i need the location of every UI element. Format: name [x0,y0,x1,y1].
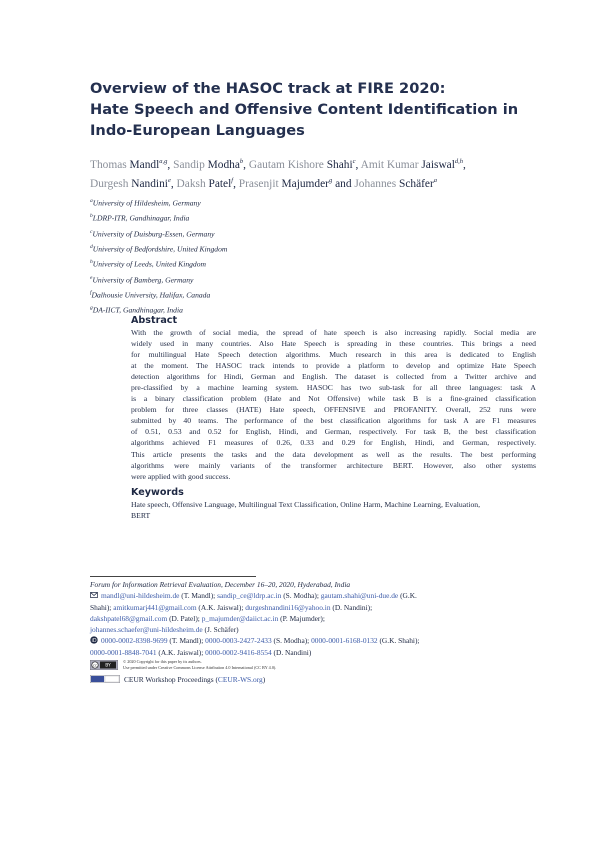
ceur-line [90,674,550,685]
author-affiliation-mark: a [433,177,438,185]
affiliation-item [90,272,390,287]
orcid-line-1 [90,635,550,646]
ceur-close: ) [262,675,266,685]
footnote-link[interactable]: johannes.schaefer@uni-hildesheim.de [90,625,203,635]
author-surname: Mandl [129,158,160,171]
author-affiliation-mark: f [231,177,234,185]
author-given-name: Durgesh [90,178,132,191]
affiliation-text: University of Hildesheim, Germany [92,198,201,208]
abstract-line: With the growth of social media, the spread of hate speech is also increasing rapidly. Social media are [131,328,536,337]
keywords-line: Hate speech, Offensive Language, Multilingual Text Classification, Online Harm, Machine Learning, Evaluation, [131,500,481,509]
footnote-text: (S. Modha); [271,636,312,646]
footnote-text: (D. Patel); [167,613,202,623]
abstract-line: problem for three classes (HATE) Hate speech, OFFENSIVE and PROFANITY. Overall, 252 runs were [131,405,536,415]
footnote-text: (S. Modha); [281,591,321,601]
author-list [90,154,530,193]
footnote-text: (T. Mandl); [167,636,206,646]
author-given-name: Daksh [176,178,209,191]
abstract-line: This article presents the tasks and the data development as well as the results. The best performing [131,449,536,459]
author-separator: and [332,178,355,191]
affiliation-item [90,210,390,225]
abstract-line: at the moment. The HASOC track intends to provide a platform to develop and optimize Hate Speech [131,361,536,371]
affiliation-list [90,195,390,318]
abstract-line: submitted by 40 teams. The performance of the best classification algorithms for task A are F1 measures [131,416,536,426]
venue-line: Forum for Information Retrieval Evaluation, December 16–20, 2020, Hyderabad, India [90,580,351,589]
footnote-link[interactable]: 0000-0002-9416-8554 [205,647,272,657]
ceur-text: CEUR Workshop Proceedings ( [124,675,218,685]
author-given-name: Thomas [90,158,130,171]
affiliation-item [90,226,390,241]
email-icon [90,591,98,599]
orcid-line-1-text [101,636,420,645]
affiliation-mark: g [90,305,93,312]
affiliation-item [90,287,390,302]
title-line-3: Indo-European Languages [90,122,305,139]
author-separator: , [463,158,466,171]
footnote-link[interactable]: gautam.shahi@uni-due.de [320,591,399,601]
author-surname: Modha [207,158,240,171]
author-separator: , [243,158,249,171]
svg-text:iD: iD [91,639,97,645]
abstract-line: pre-classified by a machine learning system. HASOC has two sub-task for all three languages: task A [131,383,536,393]
footnote-link[interactable]: mandl@uni-hildesheim.de [101,591,180,601]
abstract-section [131,315,536,482]
abstract-heading: Abstract [131,315,178,326]
author-affiliation-mark: c [352,158,356,165]
author-name [90,159,167,171]
author-given-name: Amit Kumar [360,158,422,171]
abstract-body [131,327,536,482]
author-name [249,159,356,171]
author-name [173,159,243,171]
footnote-link[interactable]: dakshpatel68@gmail.com [90,613,168,623]
author-given-name: Johannes [354,178,399,191]
affiliation-text: Dalhousie University, Halifax, Canada [91,290,211,300]
affiliation-mark: a [90,198,93,204]
svg-text:BY: BY [105,663,111,669]
affiliation-mark: h [90,259,93,266]
affiliation-text: DA-IICT, Gandhinagar, India [92,305,183,315]
author-given-name: Sandip [173,158,208,171]
abstract-line: is a binary classification problem (Hate and Not Offensive) while task B is a fine-grained classification [131,394,536,404]
affiliation-mark: c [90,228,93,235]
email-line-2 [90,602,550,613]
footnote-text: (T. Mandl); [179,591,218,601]
footnote-link[interactable]: 0000-0002-8398-9699 [101,636,168,646]
keywords-line: BERT [131,511,151,520]
affiliation-item [90,195,390,210]
footnote-block [90,579,550,685]
copyright-text: © 2020 Copyright for this paper by its authors. [123,659,202,665]
title-line-1: Overview of the HASOC track at FIRE 2020: [90,80,446,97]
paper-title [90,78,530,141]
affiliation-text: University of Bedfordshire, United Kingdom [92,244,228,254]
footnote-link[interactable]: sandip_ce@ldrp.ac.in [217,591,282,601]
abstract-line: for multilingual Hate Speech detection algorithms. Much research in this area is dedicated to English [131,350,536,360]
author-surname: Patel [208,178,232,191]
author-separator: , [355,158,361,171]
abstract-line: of 0.51, 0.53 and 0.52 for English, Hindi, and German, respectively. For task B, the best classification [131,427,536,437]
footnote-text: (D. Nandini); [330,602,373,612]
author-surname: Nandini [131,178,168,191]
affiliation-mark: e [90,274,93,281]
cc-by-license-icon [90,660,118,670]
affiliation-item [90,241,390,256]
footnote-rule [90,576,256,577]
affiliation-text: LDRP-ITR, Gandhinagar, India [92,213,190,223]
email-line-1 [90,590,550,601]
license-block [90,658,550,674]
author-surname: Jaiswal [421,158,455,171]
footnote-link[interactable]: 0000-0001-6168-0132 [311,636,378,646]
author-name [90,178,171,190]
keywords-section [131,487,551,521]
title-line-2: Hate Speech and Offensive Content Identification in [90,101,519,118]
footnote-link[interactable]: 0000-0001-8848-7041 [90,647,157,657]
email-line-3 [90,613,550,624]
author-separator: , [167,158,174,171]
author-line-1 [90,154,530,173]
author-affiliation-mark: d,h [454,158,464,165]
affiliation-text: University of Bamberg, Germany [92,275,194,285]
author-separator: , [233,178,239,191]
author-name [239,178,332,190]
footnote-text: Shahi); [90,602,114,612]
author-surname: Majumder [281,178,329,191]
footnote-link[interactable]: amitkumarj441@gmail.com [113,602,197,612]
ceur-link[interactable]: CEUR-WS.org [217,675,263,685]
keywords-body [131,499,551,521]
author-line-2 [90,173,530,192]
author-separator: , [170,178,177,191]
author-name [361,159,463,171]
affiliation-mark: d [90,243,93,250]
author-given-name: Gautam Kishore [248,158,327,171]
email-line-4 [90,624,550,635]
affiliation-item [90,256,390,271]
license-text: Use permitted under Creative Commons License Attribution 4.0 International (CC BY 4.0). [123,665,277,671]
affiliation-mark: b [90,213,93,220]
ceur-logo-icon [90,675,120,683]
footnote-text: (A.K. Jaiswal); [196,602,246,612]
affiliation-text: University of Duisburg-Essen, Germany [92,229,215,239]
abstract-line: were applied with good success. [131,471,231,481]
keywords-heading: Keywords [131,487,184,498]
abstract-line: algorithms achieved F1 measures of 0.26, 0.33 and 0.29 for English, Hindi, and German, respectively. [131,438,536,448]
svg-text:cc: cc [93,663,97,668]
author-name [177,178,234,190]
footnote-text: (G.K. Shahi); [377,636,420,646]
author-given-name: Prasenjit [238,178,282,191]
author-surname: Schäfer [398,178,434,191]
footnote-text: (P. Majumder); [278,613,325,623]
abstract-line: widely used in many countries. Also Hate Speech is spreading in these countries. This brings a need [131,339,536,349]
footnote-link[interactable]: durgeshnandini16@yahoo.in [245,602,331,612]
author-affiliation-mark: a,g [159,158,168,165]
footnote-text: (D. Nandini) [271,647,312,657]
abstract-line: algorithms were mainly variants of the transformer architecture BERT. However, also other systems [131,460,536,470]
footnote-link[interactable]: 0000-0003-2427-2433 [205,636,272,646]
footnote-text: (A.K. Jaiswal); [156,647,206,657]
footnote-link[interactable]: p_majumder@daiict.ac.in [201,613,279,623]
email-line-1-text [101,591,417,600]
affiliation-text: University of Leeds, United Kingdom [92,259,207,269]
abstract-line: detection algorithms for Hindi, German and English. The dataset is collected from a Twitter archive and [131,372,536,382]
footnote-text: (G.K. [398,591,417,601]
author-name [354,178,437,190]
author-affiliation-mark: e [167,177,171,185]
author-affiliation-mark: g [328,177,333,185]
author-surname: Shahi [326,158,353,171]
orcid-icon [90,636,98,644]
footnote-text: (J. Schäfer) [202,625,239,635]
orcid-line-2 [90,647,550,658]
affiliation-mark: f [90,289,92,296]
author-affiliation-mark: b [239,158,244,165]
